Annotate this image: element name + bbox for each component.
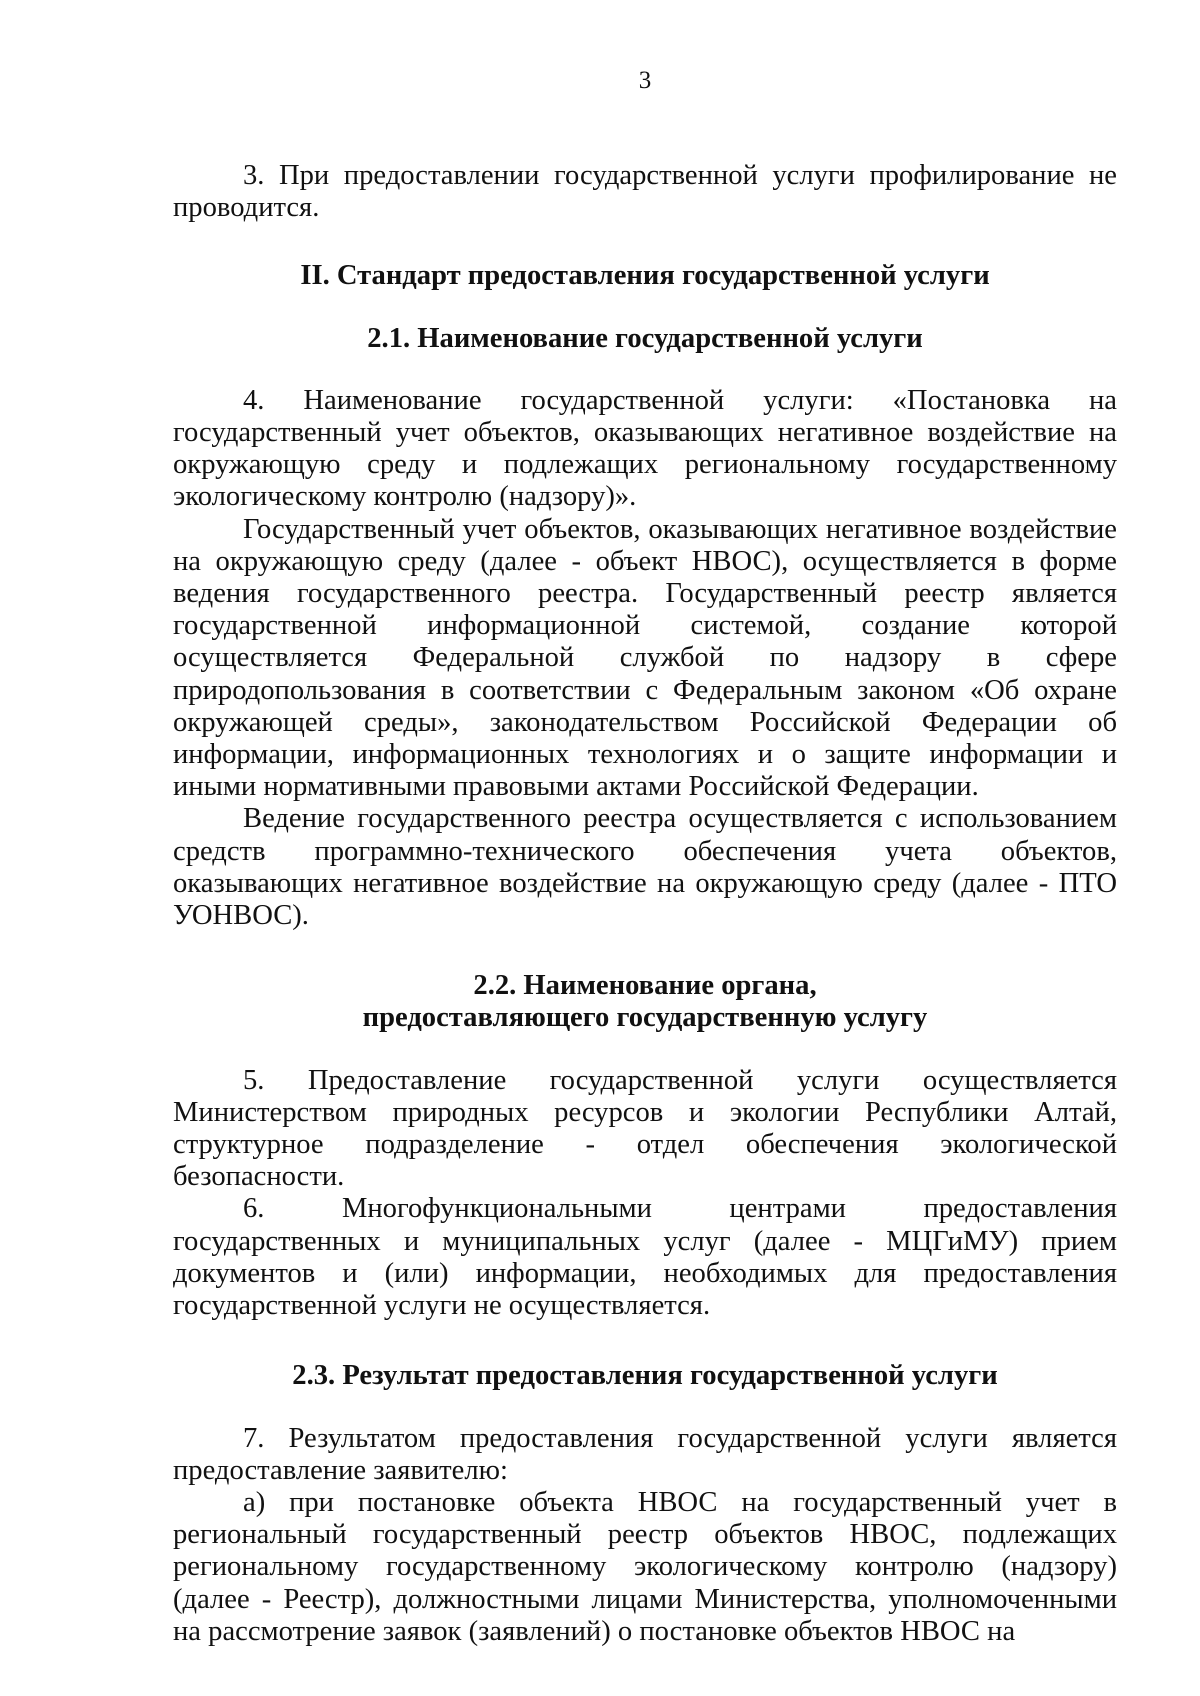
page-number: 3 [638, 67, 652, 94]
document-body [173, 160, 1117, 1648]
section-2-2-heading-line-1: 2.2. Наименование органа, [473, 970, 817, 1002]
section-2-3-heading: 2.3. Результат предоставления государственной услуги [292, 1360, 998, 1392]
section-ii-heading: II. Стандарт предоставления государственной услуги [300, 260, 990, 292]
paragraph-4-registry-maintenance: Ведение государственного реестра осуществляется с использованием средств программно-технического обеспечения учета объектов, оказывающих негативное воздействие на окружающую среду (далее - ПТО УОНВОС). [173, 803, 1117, 932]
section-2-1-heading: 2.1. Наименование государственной услуги [367, 322, 923, 354]
paragraph-7: 7. Результатом предоставления государственной услуги является предоставление заявителю: [173, 1422, 1117, 1486]
paragraph-7a: а) при постановке объекта НВОС на государственный учет в региональный государственный реестр объектов НВОС, подлежащих региональному государственному экологическому контролю (надзору) (далее - Реестр), должностными лицами Министерства, уполномоченными на рассмотрение заявок (заявлений) о постановке объектов НВОС на [173, 1486, 1117, 1647]
paragraph-3: 3. При предоставлении государственной услуги профилирование не проводится. [173, 160, 1117, 224]
section-2-2-heading [173, 970, 1117, 1034]
paragraph-6: 6. Многофункциональными центрами предоставления государственных и муниципальных услуг (далее - МЦГиМУ) прием документов и (или) информации, необходимых для предоставления государственной услуги не осуществляется. [173, 1193, 1117, 1322]
section-2-2-heading-line-2: предоставляющего государственную услугу [362, 1002, 928, 1034]
paragraph-4-state-accounting: Государственный учет объектов, оказывающих негативное воздействие на окружающую среду (далее - объект НВОС), осуществляется в форме ведения государственного реестра. Государственный реестр является государственной информационной системой, создание которой осуществляется Федеральной службой по надзору в сфере природопользования в соответствии с Федеральным законом «Об охране окружающей среды», законодательством Российской Федерации об информации, информационных технологиях и о защите информации и иными нормативными правовыми актами Российской Федерации. [173, 513, 1117, 803]
paragraph-4: 4. Наименование государственной услуги: «Постановка на государственный учет объектов, оказывающих негативное воздействие на окружающую среду и подлежащих региональному государственному экологическому контролю (надзору)». [173, 384, 1117, 513]
paragraph-5: 5. Предоставление государственной услуги осуществляется Министерством природных ресурсов и экологии Республики Алтай, структурное подразделение - отдел обеспечения экологической безопасности. [173, 1064, 1117, 1193]
